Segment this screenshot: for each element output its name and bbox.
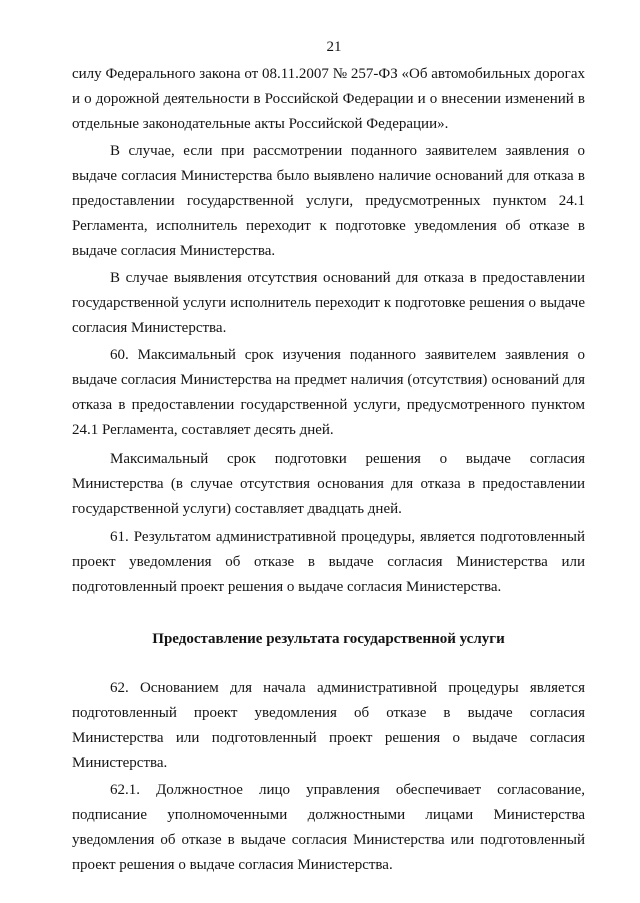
paragraph-60: 60. Максимальный срок изучения поданного заявителем заявления о выдаче согласия Министерства на предмет наличия (отсутствия) оснований для отказа в предоставлении государственной услуги, предусмотренного пунктом 24.1 Регламента, составляет десять дней. bbox=[72, 347, 585, 438]
paragraph-no-refusal-grounds: В случае выявления отсутствия оснований для отказа в предоставлении государственной услуги исполнитель переходит к подготовке решения о выдаче согласия Министерства. bbox=[72, 270, 585, 336]
paragraph-law-reference: силу Федерального закона от 08.11.2007 № 257-ФЗ «Об автомобильных дорогах и о дорожной деятельности в Российской Федерации и о внесении изменений в отдельные законодательные акты Российской Федерации». bbox=[72, 66, 585, 132]
section-heading: Предоставление результата государственной услуги bbox=[152, 631, 505, 647]
page-number: 21 bbox=[326, 39, 342, 55]
paragraph-decision-term: Максимальный срок подготовки решения о выдаче согласия Министерства (в случае отсутствия основания для отказа в предоставлении государственной услуги) составляет двадцать дней. bbox=[72, 451, 585, 517]
paragraph-61: 61. Результатом административной процедуры, является подготовленный проект уведомления об отказе в выдаче согласия Министерства или подготовленный проект решения о выдаче согласия Министерства. bbox=[72, 529, 585, 595]
paragraph-62: 62. Основанием для начала административной процедуры является подготовленный проект уведомления об отказе в выдаче согласия Министерства или подготовленный проект решения о выдаче согласия Министерства. bbox=[72, 680, 585, 771]
paragraph-refusal-grounds: В случае, если при рассмотрении поданного заявителем заявления о выдаче согласия Министерства было выявлено наличие оснований для отказа в предоставлении государственной услуги, предусмотренных пунктом 24.1 Регламента, исполнитель переходит к подготовке уведомления об отказе в выдаче согласия Министерства. bbox=[72, 143, 585, 259]
paragraph-62-1: 62.1. Должностное лицо управления обеспечивает согласование, подписание уполномоченными должностными лицами Министерства уведомления об отказе в выдаче согласия Министерства или подготовленный проект решения о выдаче согласия Министерства. bbox=[72, 782, 585, 873]
